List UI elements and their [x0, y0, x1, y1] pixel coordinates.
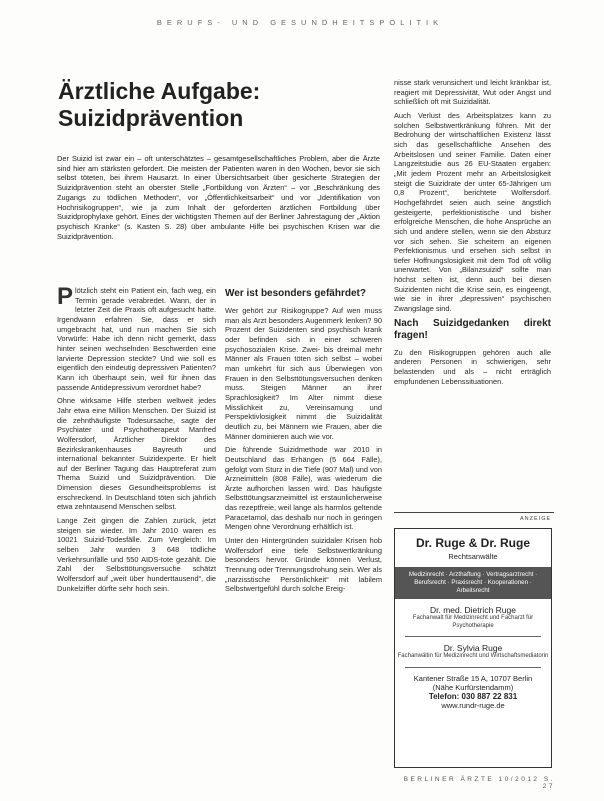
column-1-paragraph-1-text: lötzlich steht ein Patient ein, fach weg, ein Termin gerade verabredet. Wann, der in letzter Zeit die Praxis oft aufgesucht hatte. Irgendwann erfahren Sie, dass er sich umgebracht hat, und nun machen Sie sich Vorwürfe: Habe ich denn nicht gemerkt, dass hinter seinen wechselnden Beschwerden eine larvierte Depression steckte? Und wie soll es eigentlich den eindeutig depressiven Patienten? Kann ich überhaupt sein, weil für ihnen das passende Antidepressivum verordnet habe? — [57, 286, 216, 392]
ad-inner-divider — [405, 636, 541, 637]
text-column-2 — [225, 286, 382, 778]
law-firm-advertisement — [394, 528, 552, 768]
ad-lawyer-2-name: Dr. Sylvia Ruge — [443, 643, 503, 653]
running-head: BERUFS- UND GESUNDHEITSPOLITIK — [156, 18, 444, 27]
column-2-paragraph-3: Unter den Hintergründen suizidaler Krisen hob Wolfersdorf eine tiefe Selbstwertkränkung besonders hervor. Gründe können Verlust, Trennung oder Trennungsdrohung sein. Wer als „narzisstische Persönlichkeit“ mit labilem Selbstwertgefühl durch solche Ereig- — [225, 536, 382, 594]
ad-address-line-1: Kantener Straße 15 A, 10707 Berlin — [413, 673, 533, 683]
ad-divider — [394, 512, 554, 513]
drop-cap: P — [57, 286, 74, 310]
article-title-line-1: Ärztliche Aufgabe: — [58, 78, 261, 104]
ad-lawyer-1-name: Dr. med. Dietrich Ruge — [430, 605, 516, 615]
article-title-line-2: Suizidprävention — [58, 105, 244, 131]
column-3-paragraph-2: Auch Verlust des Arbeitsplatzes kann zu solchen Selbstwertkränkung führen. Mit der Bedrohung der wirtschaftlichen Existenz lässt sich das gesellschaftliche Ansehen des Arbeitslosen und seiner Familie. Daten einer Langzeitstudie aus 26 EU-Staaten ergaben: „Mit jedem Prozent mehr an Arbeitslosigkeit steigt die Suizidrate der unter 65-Jährigen um 0,8 Prozent“, berichtete Wolfersdorf. Hochgefährdet seien auch seine ängstlich gesteigerte, perfektionistische und bisher erfolgreiche Menschen, die hohe Ansprüche an sich und andere stellen, wenn sie den Absturz vor sich sehen. Sie scheitern an eigenen Perfektionismus und ersehen sich selbst in tiefer Hoffnungslosigkeit mit dem Tod oft völlig unerwartet. Von „Bilanzsuizid“ sollte man höchst selten ist, denn auch bei diesen Suizidenten nicht die Krise sein, es eingeengt, wie sie in ihrer „depressiven“ psychischen Zwangslage sind. — [394, 110, 551, 314]
ad-website: www.rundr-ruge.de — [441, 700, 505, 710]
text-column-3 — [394, 78, 551, 488]
text-column-1 — [57, 286, 216, 778]
column-1-paragraph-3: Lange Zeit gingen die Zahlen zurück, jetzt steigen sie wieder. Im Jahr 2010 waren es 10021 Suizid-Todesfälle. Zum Vergleich: Im selben Jahr wurden 3 648 tödliche Verkehrsunfälle und 550 AIDS-tote gezählt. Die Zahl der Selbsttötungsversuche schätzt Wolfersdorf auf „weit über hunderttausend“, die Dunkelziffer dürfte sehr hoch sein. — [57, 516, 216, 593]
article-lead: Der Suizid ist zwar ein – oft unterschätztes – gesamtgesellschaftliches Problem, aber die Ärzte sind hier am stärksten gefordert. Die meisten der Patienten waren in den Wochen, bevor sie sich selbst töteten, bei ihrem Hausarzt. In einer Übersichtsarbeit über gesicherte Strategien der Suizidprävention steht an oberster Stelle „Fortbildung von Ärzten“ – vor „Beschränkung des Zugangs zu tödlichen Methoden“, vor „Öffentlichkeitsarbeit“ und vor „Identifikation von Hochrisikogruppen“, wie ja zum Inhalt der geforderten ärztlichen Fortbildung über Suizidprophylaxe gehört. Eines der wichtigsten Themen auf der Berliner Jahrestagung der „Aktion psychisch Kranke“ (s. Kasten S. 28) über ambulante Hilfe bei psychischen Krisen war die Suizidprävention. — [57, 154, 380, 241]
subheading-risk-groups: Wer ist besonders gefährdet? — [225, 288, 366, 299]
article-title — [58, 78, 358, 132]
ad-label: ANZEIGE — [520, 516, 552, 522]
page-footer: BERLINER ÄRZTE 10/2012 S. 27 — [403, 776, 555, 790]
ad-lawyer-2-title: Fachanwältin für Medizinrecht und Wirtschaftsmediatorin — [397, 653, 549, 659]
ad-practice-areas: Medizinrecht · Arzthaftung · Vertragsarztrecht · Berufsrecht · Praxisrecht · Kooperationen · Arbeitsrecht — [395, 567, 551, 599]
column-2-paragraph-2: Die führende Suizidmethode war 2010 in Deutschland das Erhängen (5 664 Fälle), gefolgt vom Sturz in die Tiefe (907 Mal) und von Arzneimitteln (808 Fälle), was wiederum die Ärzte aufhorchen lassen wird. Das häufigste Selbsttötungsarzneimittel ist erstaunlicherweise das rezeptfreie, weil lange als harmlos geltende Paracetamol, das deshalb nur noch in geringen Mengen ohne Verordnung erhältlich ist. — [225, 445, 382, 532]
column-3-paragraph-1: nisse stark verunsichert und leicht kränkbar ist, reagiert mit Depressivität, Wut oder Angst und schließlich oft mit Suizidalität. — [394, 78, 551, 107]
subheading-ask-directly: Nach Suizidgedanken direkt fragen! — [394, 317, 551, 341]
column-3-paragraph-3: Zu den Risikogruppen gehören auch alle anderen Personen in schwierigen, sehr belastenden und als – nicht erträglich empfundenen Lebenssituationen. — [394, 347, 551, 386]
column-2-paragraph-1: Wer gehört zur Risikogruppe? Auf wen muss man als Arzt besonders Augenmerk lenken? 90 Prozent der Suizidenten sind psychisch krank oder befinden sich in einer schweren psychosozialen Krise. Zwei- bis dreimal mehr Männer als Frauen töten sich selbst – wobei man umkehrt für sich aus Überwiegen von Frauen in den Selbsttötungsversuchen denken muss. Steigen Männer an ihrer Sprachlosigkeit? Im Alter nimmt diese Misslichkeit zu, Vereinsamung und Perspektivlosigkeit nimmt die Suizidalität deutlich zu, bei Männern wie Frauen, aber die Männer dominieren auch wie vor. — [225, 306, 382, 441]
column-1-paragraph-1 — [57, 286, 216, 392]
ad-inner-divider-2 — [405, 667, 541, 668]
column-1-paragraph-2: Ohne wirksame Hilfe sterben weltweit jedes Jahr etwa eine Million Menschen. Der Suizid ist die zehnthäufigste Todesursache, sagte der Psychiater und Psychotherapeut Manfred Wolfersdorf, Ärztlicher Direktor des Bezirkskrankenhauses Bayreuth und international bekannter Suizidexperte. Er hielt auf der Berliner Tagung das Hauptreferat zum Thema Suizid und Suizidprävention. Die Dimension dieses Gesundheitsproblems ist erschreckend. In Deutschland töten sich jährlich etwa zehntausend Menschen selbst. — [57, 396, 216, 512]
ad-firm-name: Dr. Ruge & Dr. Ruge — [415, 536, 531, 550]
ad-lawyer-1-title: Fachanwalt für Medizinrecht und Facharzt für Psychotherapie — [412, 615, 534, 629]
ad-firm-subtitle: Rechtsanwälte — [448, 552, 498, 561]
ad-address-line-2: (Nähe Kurfürstendamm) — [432, 682, 514, 692]
ad-telephone: Telefon: 030 887 22 831 — [428, 691, 518, 701]
